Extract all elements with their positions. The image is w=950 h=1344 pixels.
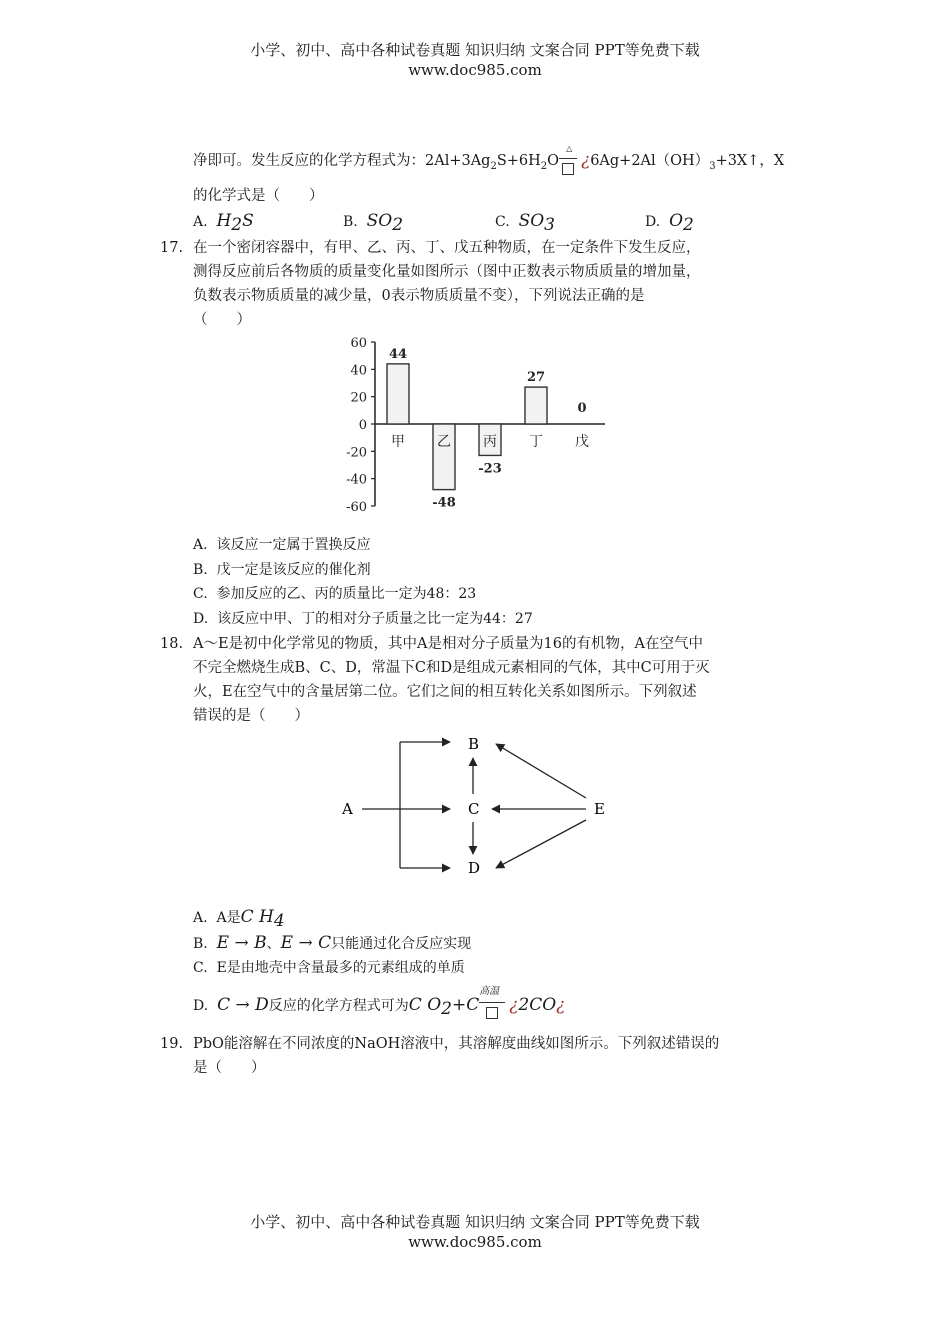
q18-text-line-2: 不完全燃烧生成B、C、D，常温下C和D是组成元素相同的气体，其中C可用于灭 (193, 660, 710, 676)
q16-option-d[interactable]: D. $O_2$ (645, 211, 694, 235)
reaction-condition-arrow: △ (559, 151, 581, 171)
q17-text-line-3: 负数表示物质质量的减少量，0表示物质质量不变），下列说法正确的是 (193, 288, 645, 304)
data-label: -23 (478, 461, 502, 477)
q16-option-c[interactable]: C. $SO_3$ (495, 211, 555, 235)
page-footer-text: 小学、初中、高中各种试卷真题 知识归纳 文案合同 PPT等免费下载 (250, 1213, 700, 1231)
data-label: -48 (432, 495, 456, 511)
node-c: C (468, 800, 480, 818)
q18-option-a[interactable]: A. A是C $H_4$ (193, 907, 285, 931)
category-label: 丙 (483, 434, 497, 450)
q18-number: 18. (160, 636, 184, 652)
mass-change-bar-chart (330, 330, 620, 520)
category-label: 乙 (437, 434, 451, 450)
q17-option-b[interactable]: B. 戊一定是该反应的催化剂 (193, 562, 371, 578)
q16-equation-line: 净即可。发生反应的化学方程式为：$2Al+3Ag_2S+6H_2O$ △ ¿$6Ag+2Al(OH)_3+3X↑$，X (193, 150, 784, 177)
data-label: 27 (526, 370, 546, 386)
q17-text-line-4: （ ） (193, 312, 251, 328)
category-label: 戊 (575, 434, 589, 450)
arrow-e-to-b (496, 744, 586, 798)
q19-number: 19. (160, 1036, 184, 1052)
q19-text-line-2: 是（ ） (193, 1060, 266, 1076)
page-header-text: 小学、初中、高中各种试卷真题 知识归纳 文案合同 PPT等免费下载 (250, 41, 700, 59)
conversion-relationship-diagram (330, 728, 620, 883)
q16-option-b[interactable]: B. $SO_2$ (343, 211, 404, 235)
q18-text-line-1: A～E是初中化学常见的物质，其中A是相对分子质量为16的有机物，A在空气中 (193, 636, 703, 652)
node-a: A (342, 800, 353, 818)
high-temp-condition-arrow: 高温 (479, 996, 509, 1016)
q18-option-c[interactable]: C. E是由地壳中含量最多的元素组成的单质 (193, 960, 465, 976)
q16-option-a[interactable]: A. $H_2S$ (193, 211, 254, 235)
node-b: B (468, 735, 480, 753)
category-label: 甲 (391, 434, 405, 450)
page-footer-url: www.doc985.com (408, 1233, 542, 1251)
y-tick-label: -40 (346, 472, 367, 488)
node-e: E (594, 800, 605, 818)
q18-option-b[interactable]: B. E → B、E → C只能通过化合反应实现 (193, 933, 472, 953)
q17-option-c[interactable]: C. 参加反应的乙、丙的质量比一定为48：23 (193, 586, 477, 602)
arrow-e-to-d (496, 820, 586, 868)
y-tick-label: -60 (346, 500, 367, 515)
node-d: D (468, 859, 481, 877)
data-label: 0 (577, 401, 587, 416)
q17-text-line-2: 测得反应前后各物质的质量变化量如图所示（图中正数表示物质质量的增加量， (193, 264, 701, 280)
y-tick-label: -20 (346, 445, 367, 461)
q18-option-d[interactable]: D. C → D反应的化学方程式可为C $O_2+C$ 高温 ¿2CO¿ (193, 986, 566, 1019)
q17-text-line-1: 在一个密闭容器中，有甲、乙、丙、丁、戊五种物质，在一定条件下发生反应， (193, 240, 701, 256)
q19-text-line-1: PbO能溶解在不同浓度的NaOH溶液中，其溶解度曲线如图所示。下列叙述错误的 (193, 1036, 720, 1052)
q18-text-line-3: 火，E在空气中的含量居第二位。它们之间的相互转化关系如图所示。下列叙述 (193, 684, 697, 700)
q16-question-line: 的化学式是（ ） (193, 188, 324, 204)
y-tick-label: 60 (350, 336, 367, 351)
y-tick-label: 0 (358, 418, 367, 433)
bar-1 (387, 364, 409, 424)
y-tick-label: 40 (350, 363, 367, 379)
q17-option-d[interactable]: D. 该反应中甲、丁的相对分子质量之比一定为44：27 (193, 611, 533, 627)
q18-text-line-4: 错误的是（ ） (193, 708, 309, 724)
category-label: 丁 (529, 434, 543, 450)
y-tick-label: 20 (350, 390, 367, 406)
q17-option-a[interactable]: A. 该反应一定属于置换反应 (193, 537, 371, 553)
data-label: 44 (388, 346, 408, 362)
bar-4 (525, 387, 547, 424)
page-header-url: www.doc985.com (408, 61, 542, 79)
q17-number: 17. (160, 240, 184, 256)
